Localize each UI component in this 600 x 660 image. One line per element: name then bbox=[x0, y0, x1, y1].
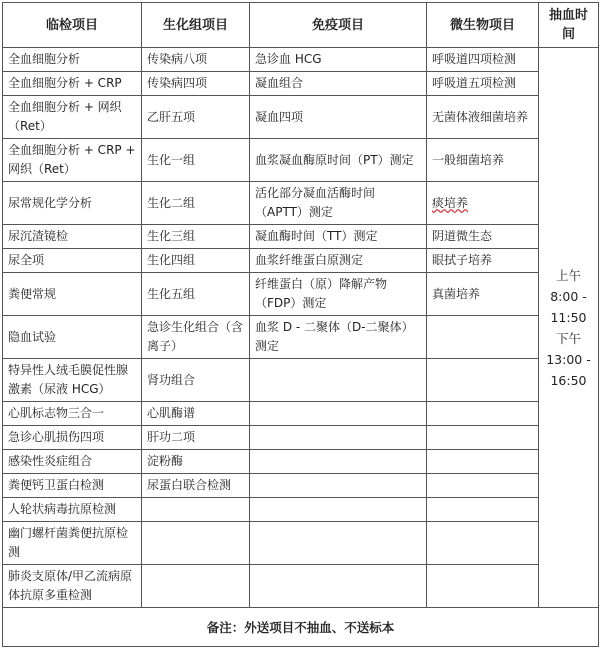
cell-micro bbox=[427, 474, 539, 498]
cell-micro bbox=[427, 182, 539, 225]
cell-clinical: 全血细胞分析 bbox=[3, 48, 142, 72]
cell-biochem: 传染病八项 bbox=[142, 48, 250, 72]
cell-clinical: 尿常规化学分析 bbox=[3, 182, 142, 225]
cell-biochem: 生化四组 bbox=[142, 249, 250, 273]
table-row bbox=[3, 402, 599, 426]
table-row bbox=[3, 96, 599, 139]
cell-clinical: 粪便常规 bbox=[3, 273, 142, 316]
table-row bbox=[3, 273, 599, 316]
header-biochem: 生化组项目 bbox=[142, 3, 250, 48]
cell-immuno bbox=[250, 402, 427, 426]
cell-biochem: 肝功二项 bbox=[142, 426, 250, 450]
table-row bbox=[3, 182, 599, 225]
cell-clinical: 尿沉渣镜检 bbox=[3, 225, 142, 249]
table-row bbox=[3, 249, 599, 273]
table-row bbox=[3, 565, 599, 608]
cell-clinical: 尿全项 bbox=[3, 249, 142, 273]
cell-immuno bbox=[250, 450, 427, 474]
cell-biochem: 生化一组 bbox=[142, 139, 250, 182]
cell-clinical: 肺炎支原体/甲乙流病原体抗原多重检测 bbox=[3, 565, 142, 608]
cell-biochem: 尿蛋白联合检测 bbox=[142, 474, 250, 498]
cell-clinical: 急诊心肌损伤四项 bbox=[3, 426, 142, 450]
cell-biochem: 心肌酶谱 bbox=[142, 402, 250, 426]
cell-immuno: 血浆纤维蛋白原测定 bbox=[250, 249, 427, 273]
cell-micro bbox=[427, 426, 539, 450]
am-label: 上午 bbox=[555, 267, 581, 283]
table-row bbox=[3, 139, 599, 182]
cell-biochem: 急诊生化组合（含离子） bbox=[142, 316, 250, 359]
cell-micro bbox=[427, 565, 539, 608]
cell-clinical: 全血细胞分析 + 网织（Ret） bbox=[3, 96, 142, 139]
cell-immuno bbox=[250, 565, 427, 608]
header-micro: 微生物项目 bbox=[427, 3, 539, 48]
cell-immuno bbox=[250, 426, 427, 450]
cell-biochem bbox=[142, 498, 250, 522]
cell-clinical: 粪便钙卫蛋白检测 bbox=[3, 474, 142, 498]
cell-micro bbox=[427, 450, 539, 474]
schedule-table-container bbox=[2, 2, 598, 656]
header-immuno: 免疫项目 bbox=[250, 3, 427, 48]
cell-immuno: 凝血四项 bbox=[250, 96, 427, 139]
cell-clinical: 人轮状病毒抗原检测 bbox=[3, 498, 142, 522]
cell-clinical: 全血细胞分析 + CRP + 网织（Ret） bbox=[3, 139, 142, 182]
table-row bbox=[3, 522, 599, 565]
cell-micro bbox=[427, 522, 539, 565]
cell-immuno: 血浆凝血酶原时间（PT）测定 bbox=[250, 139, 427, 182]
note-text: 备注：外送项目不抽血、不送标本 bbox=[3, 608, 599, 647]
note-row bbox=[3, 608, 599, 647]
cell-micro: 呼吸道五项检测 bbox=[427, 72, 539, 96]
cell-immuno: 凝血组合 bbox=[250, 72, 427, 96]
cell-micro: 眼拭子培养 bbox=[427, 249, 539, 273]
cell-biochem: 生化五组 bbox=[142, 273, 250, 316]
pm-label: 下午 bbox=[555, 330, 581, 346]
cell-immuno: 血浆 D - 二聚体（D-二聚体）测定 bbox=[250, 316, 427, 359]
cell-biochem: 生化三组 bbox=[142, 225, 250, 249]
table-row bbox=[3, 316, 599, 359]
cell-clinical: 感染性炎症组合 bbox=[3, 450, 142, 474]
cell-clinical: 全血细胞分析 + CRP bbox=[3, 72, 142, 96]
cell-immuno: 纤维蛋白（原）降解产物（FDP）测定 bbox=[250, 273, 427, 316]
cell-biochem: 传染病四项 bbox=[142, 72, 250, 96]
header-row bbox=[3, 3, 599, 48]
cell-micro bbox=[427, 359, 539, 402]
table-row bbox=[3, 498, 599, 522]
cell-micro: 真菌培养 bbox=[427, 273, 539, 316]
cell-micro bbox=[427, 316, 539, 359]
cell-micro: 一般细菌培养 bbox=[427, 139, 539, 182]
header-clinical: 临检项目 bbox=[3, 3, 142, 48]
cell-immuno bbox=[250, 474, 427, 498]
cell-immuno: 急诊血 HCG bbox=[250, 48, 427, 72]
table-row bbox=[3, 72, 599, 96]
lab-items-table bbox=[2, 2, 599, 647]
cell-biochem bbox=[142, 565, 250, 608]
table-row bbox=[3, 474, 599, 498]
cell-biochem: 肾功组合 bbox=[142, 359, 250, 402]
table-row bbox=[3, 359, 599, 402]
table-row bbox=[3, 225, 599, 249]
table-row bbox=[3, 450, 599, 474]
cell-immuno: 凝血酶时间（TT）测定 bbox=[250, 225, 427, 249]
cell-micro-text: 痰培养 bbox=[432, 195, 469, 210]
cell-biochem: 淀粉酶 bbox=[142, 450, 250, 474]
cell-immuno bbox=[250, 359, 427, 402]
cell-immuno bbox=[250, 522, 427, 565]
table-row bbox=[3, 48, 599, 72]
cell-micro bbox=[427, 498, 539, 522]
am-range: 8:00 - 11:50 bbox=[550, 288, 587, 325]
header-draw-time: 抽血时间 bbox=[539, 3, 599, 48]
table-row bbox=[3, 426, 599, 450]
draw-time-cell bbox=[539, 48, 599, 608]
pm-range: 13:00 - 16:50 bbox=[546, 351, 591, 388]
cell-biochem: 乙肝五项 bbox=[142, 96, 250, 139]
cell-clinical: 幽门螺杆菌粪便抗原检测 bbox=[3, 522, 142, 565]
cell-micro: 无菌体液细菌培养 bbox=[427, 96, 539, 139]
cell-biochem: 生化二组 bbox=[142, 182, 250, 225]
cell-immuno: 活化部分凝血活酶时间（APTT）测定 bbox=[250, 182, 427, 225]
cell-micro: 呼吸道四项检测 bbox=[427, 48, 539, 72]
cell-immuno bbox=[250, 498, 427, 522]
cell-micro bbox=[427, 402, 539, 426]
cell-biochem bbox=[142, 522, 250, 565]
cell-clinical: 隐血试验 bbox=[3, 316, 142, 359]
cell-clinical: 心肌标志物三合一 bbox=[3, 402, 142, 426]
cell-clinical: 特异性人绒毛膜促性腺激素（尿液 HCG） bbox=[3, 359, 142, 402]
cell-micro: 阴道微生态 bbox=[427, 225, 539, 249]
